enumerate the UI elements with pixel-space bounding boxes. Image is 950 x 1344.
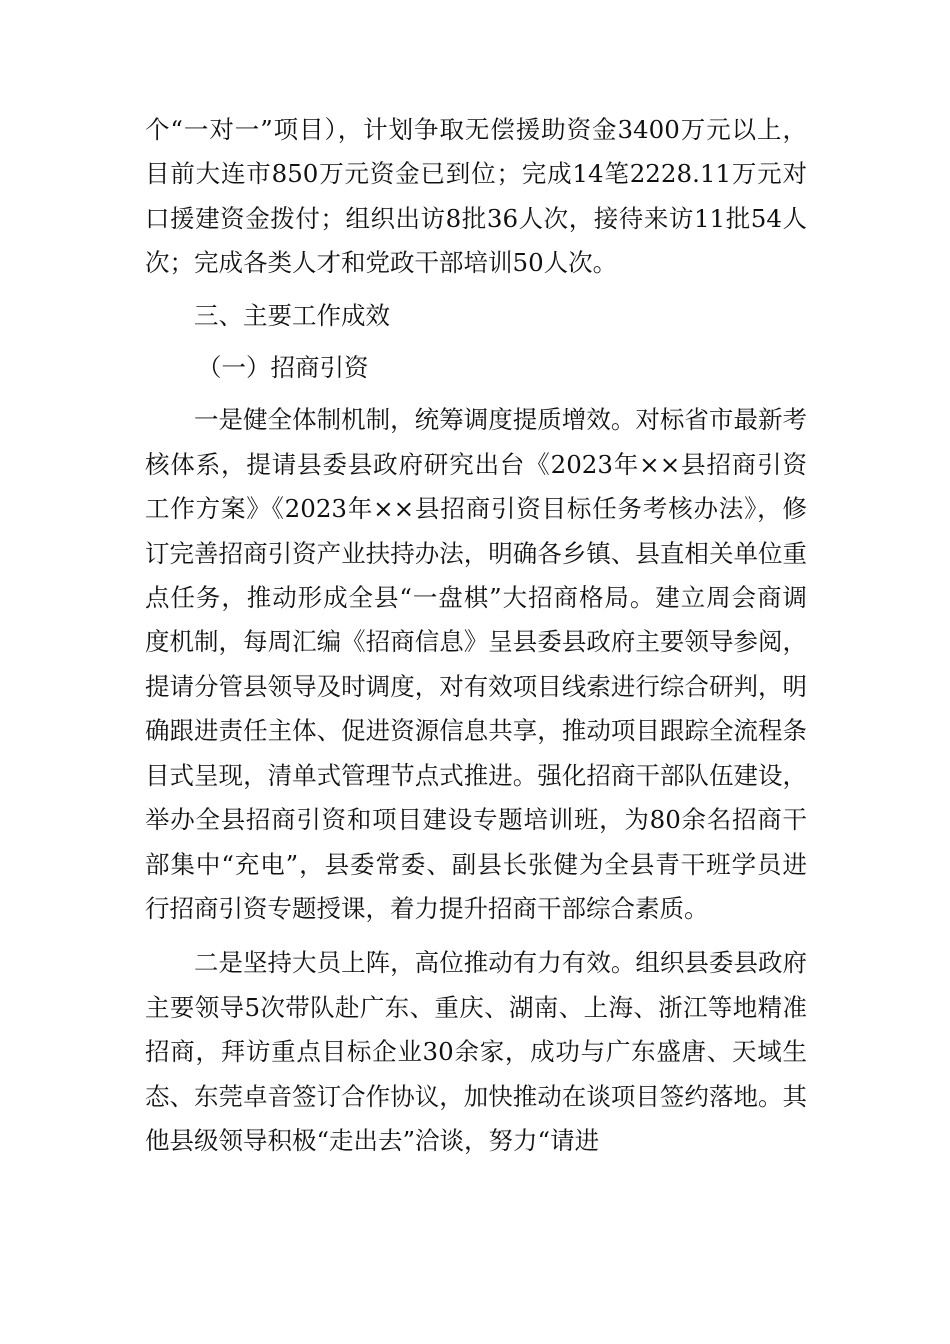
- section-heading: 三、主要工作成效: [194, 300, 390, 330]
- paragraph-continuation: 个“一对一”项目），计划争取无偿援助资金3400万元以上，目前大连市850万元资金已到位；完成14笔2228.11万元对口援建资金拨付；组织出访8批36人次，接待来访11批54人次；完成各类人才和党政干部培训50人次。: [145, 115, 807, 278]
- paragraph-institution-mechanism: 一是健全体制机制，统筹调度提质增效。对标省市最新考核体系，提请县委县政府研究出台《2023年××县招商引资工作方案》《2023年××县招商引资目标任务考核办法》，修订完善招商引资产业扶持办法，明确各乡镇、县直相关单位重点任务，推动形成全县“一盘棋”大招商格局。建立周会商调度机制，每周汇编《招商信息》呈县委县政府主要领导参阅，提请分管县领导及时调度，对有效项目线索进行综合研判，明确跟进责任主体、促进资源信息共享，推动项目跟踪全流程条目式呈现，清单式管理节点式推进。强化招商干部队伍建设，举办全县招商引资和项目建设专题培训班，为80余名招商干部集中“充电”，县委常委、副县长张健为全县青干班学员进行招商引资专题授课，着力提升招商干部综合素质。: [145, 405, 807, 923]
- subsection-heading: （一）招商引资: [197, 353, 369, 383]
- document-body: [145, 108, 807, 1163]
- paragraph-senior-leadership: 二是坚持大员上阵，高位推动有力有效。组织县委县政府主要领导5次带队赴广东、重庆、湖南、上海、浙江等地精准招商，拜访重点目标企业30余家，成功与广东盛唐、天域生态、东莞卓音签订合作协议，加快推动在谈项目签约落地。其他县级领导积极“走出去”洽谈，努力“请进: [145, 948, 807, 1155]
